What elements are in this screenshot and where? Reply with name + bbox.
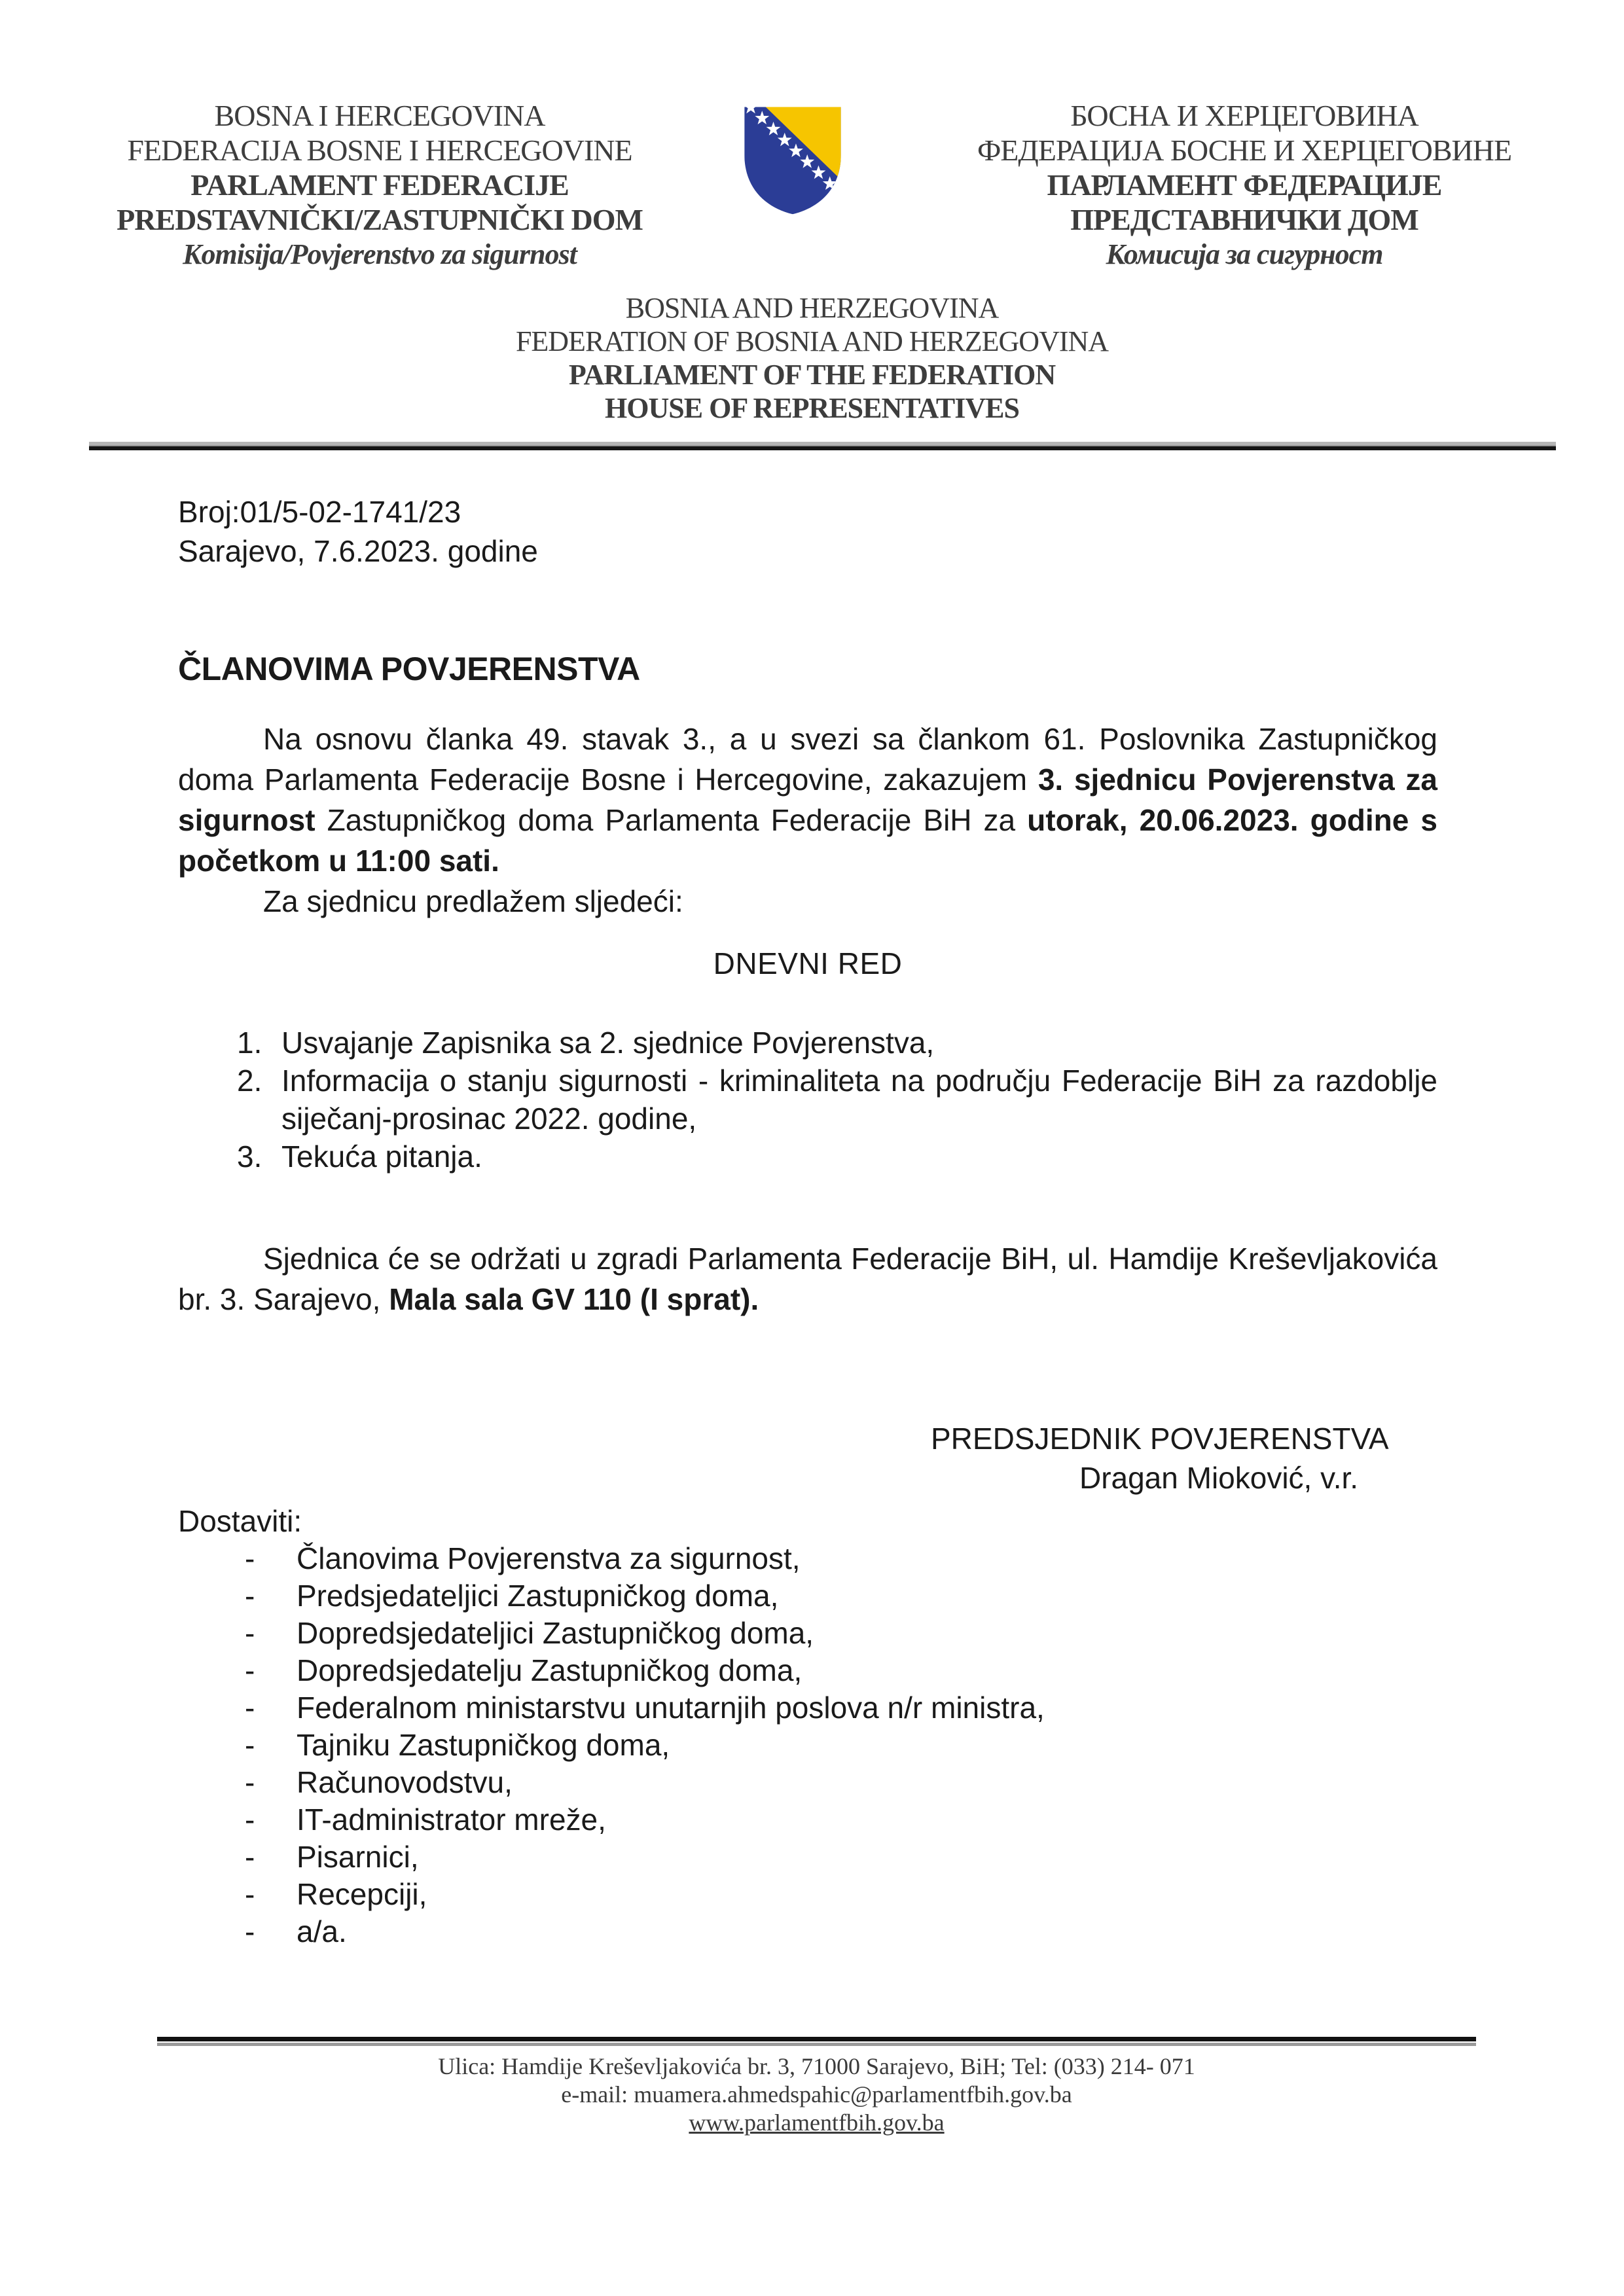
opening-paragraph-seg1: Na osnovu članka 49. stavak 3., a u svezi sa člankom 61. Poslovnika Zastupničkog doma Parlamenta Federacije Bosne i Hercegovine, zakazujem: [178, 722, 1437, 797]
distribution-item: [178, 1839, 1437, 1876]
distribution-item-text: IT-administrator mreže,: [297, 1803, 606, 1837]
masthead: [85, 98, 1539, 272]
distribution-item-text: Pisarnici,: [297, 1840, 419, 1874]
dash-marker: -: [245, 1541, 255, 1575]
signature-name: Dragan Mioković, v.r.: [1079, 1461, 1359, 1495]
distribution-item-text: Tajniku Zastupničkog doma,: [297, 1728, 670, 1762]
distribution-item: [178, 1689, 1437, 1727]
dash-marker: -: [245, 1914, 255, 1948]
agenda-item-text: Informacija o stanju sigurnosti - kriminaliteta na području Federacije BiH za razdoblje siječanj-prosinac 2022. godine,: [281, 1064, 1437, 1136]
agenda-item-text: Tekuća pitanja.: [281, 1139, 482, 1174]
distribution-item-text: Federalnom ministarstvu unutarnjih poslova n/r ministra,: [297, 1691, 1045, 1725]
masthead-left-line4: PREDSTAVNIČKI/ZASTUPNIČKI DOM: [117, 203, 643, 236]
footer: [157, 2037, 1476, 2137]
distribution-item: [178, 1540, 1437, 1577]
dash-marker: -: [245, 1579, 255, 1613]
dash-marker: -: [245, 1765, 255, 1799]
masthead-left-line5: Komisija/Povjerenstvo za sigurnost: [183, 238, 577, 270]
distribution-item-text: Dopredsjedateljici Zastupničkog doma,: [297, 1616, 814, 1650]
agenda-item: [178, 1024, 1437, 1062]
distribution-item-text: Recepciji,: [297, 1877, 427, 1911]
distribution-item: [178, 1727, 1437, 1764]
opening-paragraph-session-bold: 3. sjednicu Povjerenstva za sigurnost: [178, 762, 1438, 837]
distribution-item: [178, 1876, 1437, 1913]
dash-marker: -: [245, 1877, 255, 1911]
addressee-heading: ČLANOVIMA POVJERENSTVA: [178, 651, 640, 687]
agenda-item-text: Usvajanje Zapisnika sa 2. sjednice Povjerenstva,: [281, 1026, 935, 1060]
location-paragraph: [178, 1238, 1437, 1319]
distribution-list: [178, 1540, 1437, 1950]
agenda-item-number: 2.: [237, 1064, 262, 1098]
english-line2: FEDERATION OF BOSNIA AND HERZEGOVINA: [515, 325, 1109, 357]
signature-block: [931, 1419, 1389, 1498]
masthead-right-line1: БОСНА И ХЕРЦЕГОВИНА: [1070, 99, 1418, 132]
dash-marker: -: [245, 1728, 255, 1762]
footer-text: [157, 2053, 1476, 2137]
masthead-left-line1: BOSNA I HERCEGOVINA: [214, 99, 545, 132]
masthead-right-line5: Комисија за сигурност: [1106, 238, 1383, 270]
footer-email: e-mail: muamera.ahmedspahic@parlamentfbih.gov.ba: [561, 2081, 1072, 2108]
coat-of-arms-bih-icon: [733, 98, 852, 220]
agenda-item: [178, 1062, 1437, 1138]
footer-divider-rule-shadow: [157, 2043, 1476, 2046]
header-divider-rule: [89, 442, 1556, 450]
dash-marker: -: [245, 1653, 255, 1687]
agenda-item-number: 1.: [237, 1026, 262, 1060]
letter-body: [0, 492, 1624, 1950]
masthead-left-line3: PARLAMENT FEDERACIJE: [190, 168, 569, 202]
dash-marker: -: [245, 1616, 255, 1650]
dash-marker: -: [245, 1840, 255, 1874]
masthead-right-line3: ПАРЛАМЕНТ ФЕДЕРАЦИЈЕ: [1047, 168, 1442, 202]
distribution-item: [178, 1652, 1437, 1689]
distribution-item: [178, 1615, 1437, 1652]
document-meta: [178, 492, 1437, 571]
distribution-item-text: Članovima Povjerenstva za sigurnost,: [297, 1541, 801, 1575]
masthead-right-line2: ФЕДЕРАЦИЈА БОСНЕ И ХЕРЦЕГОВИНЕ: [977, 134, 1512, 167]
document-number: Broj:01/5-02-1741/23: [178, 495, 461, 529]
opening-paragraph: [178, 719, 1437, 881]
footer-divider-rule: [157, 2037, 1476, 2041]
english-line1: BOSNIA AND HERZEGOVINA: [625, 292, 999, 324]
opening-paragraph-seg3: Zastupničkog doma Parlamenta Federacije BiH za: [315, 803, 1028, 837]
distribution-item-text: Predsjedateljici Zastupničkog doma,: [297, 1579, 779, 1613]
masthead-english-block: [0, 291, 1624, 425]
dash-marker: -: [245, 1691, 255, 1725]
distribution-item: [178, 1577, 1437, 1615]
distribution-item: [178, 1913, 1437, 1950]
proposal-line: Za sjednicu predlažem sljedeći:: [263, 884, 683, 918]
distribution-item-text: Dopredsjedatelju Zastupničkog doma,: [297, 1653, 803, 1687]
masthead-right-line4: ПРЕДСТАВНИЧКИ ДОМ: [1070, 203, 1418, 236]
agenda-item-number: 3.: [237, 1139, 262, 1174]
masthead-left-line2: FEDERACIJA BOSNE I HERCEGOVINE: [127, 134, 632, 167]
distribution-item: [178, 1801, 1437, 1839]
english-line4: HOUSE OF REPRESENTATIVES: [605, 392, 1019, 424]
location-paragraph-seg1: Sjednica će se održati u zgradi Parlamenta Federacije BiH, ul. Hamdije Kreševljakovića br. 3. Sarajevo,: [178, 1242, 1437, 1316]
document-date-place: Sarajevo, 7.6.2023. godine: [178, 534, 538, 568]
distribution-item: [178, 1764, 1437, 1801]
masthead-center: [674, 98, 950, 220]
distribution-item-text: a/a.: [297, 1914, 347, 1948]
distribution-item-text: Računovodstvu,: [297, 1765, 513, 1799]
signature-title: PREDSJEDNIK POVJERENSTVA: [931, 1422, 1389, 1456]
english-line3: PARLIAMENT OF THE FEDERATION: [568, 359, 1056, 391]
dash-marker: -: [245, 1803, 255, 1837]
location-paragraph-room-bold: Mala sala GV 110 (I sprat).: [389, 1282, 759, 1316]
agenda-title: DNEVNI RED: [713, 946, 903, 980]
footer-website-link[interactable]: www.parlamentfbih.gov.ba: [689, 2109, 945, 2136]
opening-paragraph-datetime-bold: utorak, 20.06.2023. godine s početkom u 11:00 sati.: [178, 803, 1437, 878]
footer-address: Ulica: Hamdije Kreševljakovića br. 3, 71000 Sarajevo, BiH; Tel: (033) 214- 071: [438, 2053, 1195, 2079]
agenda-item: [178, 1138, 1437, 1175]
distribution-label: Dostaviti:: [178, 1504, 302, 1538]
agenda-list: [178, 1024, 1437, 1175]
masthead-right-block: [950, 98, 1539, 272]
masthead-left-block: [85, 98, 674, 272]
